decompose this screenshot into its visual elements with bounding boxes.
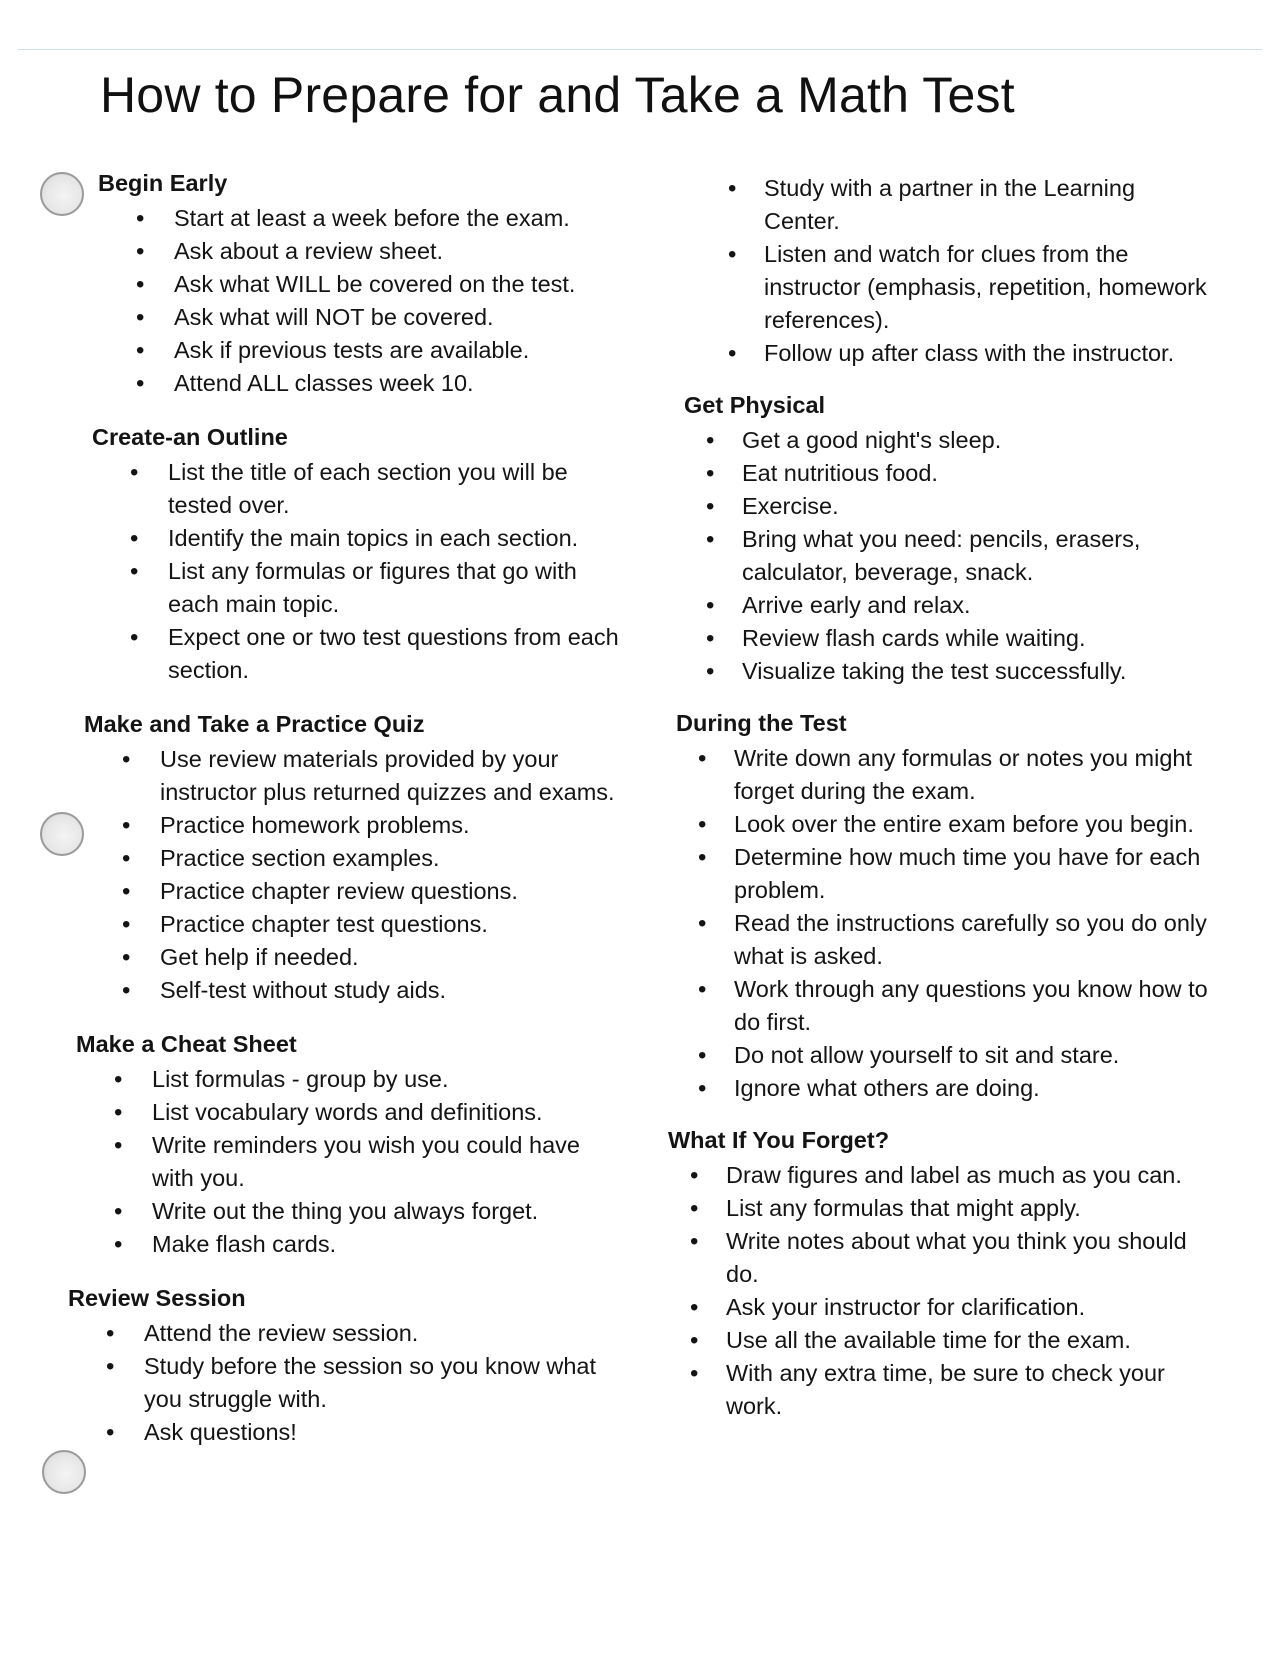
section-heading: Begin Early [98,170,228,196]
list-item: • Attend ALL classes week 10. [98,367,628,400]
list-item: • Practice chapter review questions. [84,875,628,908]
section-heading: During the Test [676,710,847,736]
section-create-an-outline [68,422,628,687]
list-item: • Arrive early and relax. [684,589,1213,622]
list-item: • Ask what will NOT be covered. [98,301,628,334]
list-item: • Self-test without study aids. [84,974,628,1007]
list-item: • Make flash cards. [76,1228,628,1261]
list-item: • Work through any questions you know how to do first. [676,973,1213,1039]
list-item: • Follow up after class with the instructor. [706,337,1213,370]
item-list [684,424,1213,688]
list-item: • List vocabulary words and definitions. [76,1096,628,1129]
section-practice-quiz [68,709,628,1007]
list-item: • Expect one or two test questions from each section. [92,621,628,687]
list-item: • Write reminders you wish you could have with you. [76,1129,628,1195]
list-item: • Listen and watch for clues from the instructor (emphasis, repetition, homework references). [706,238,1213,337]
list-item: • Write down any formulas or notes you might forget during the exam. [676,742,1213,808]
item-list [98,202,628,400]
list-item: • With any extra time, be sure to check your work. [668,1357,1213,1423]
item-list [92,456,628,687]
list-item: • Get a good night's sleep. [684,424,1213,457]
list-item: • Practice section examples. [84,842,628,875]
list-item: • Review flash cards while waiting. [684,622,1213,655]
section-heading: What If You Forget? [668,1127,890,1153]
list-item: • Practice homework problems. [84,809,628,842]
list-item: • Use review materials provided by your instructor plus returned quizzes and exams. [84,743,628,809]
list-item: • Do not allow yourself to sit and stare. [676,1039,1213,1072]
section-get-physical [668,390,1213,688]
right-column [668,172,1213,1423]
list-item: • Ask questions! [68,1416,628,1449]
item-list [76,1063,628,1261]
list-item: • Ignore what others are doing. [676,1072,1213,1105]
list-item: • Read the instructions carefully so you do only what is asked. [676,907,1213,973]
list-item: • Identify the main topics in each section. [92,522,628,555]
page-title: How to Prepare for and Take a Math Test [100,67,1015,123]
list-item: • Study before the session so you know what you struggle with. [68,1350,628,1416]
section-cheat-sheet [68,1029,628,1261]
list-item: • List any formulas or figures that go with each main topic. [92,555,628,621]
section-begin-early [68,168,628,400]
list-item: • Write notes about what you think you should do. [668,1225,1213,1291]
list-item: • Use all the available time for the exam. [668,1324,1213,1357]
list-item: • List formulas - group by use. [76,1063,628,1096]
section-heading: Make and Take a Practice Quiz [84,711,425,737]
section-heading: Get Physical [684,392,826,418]
list-item: • Bring what you need: pencils, erasers, calculator, beverage, snack. [684,523,1213,589]
section-heading: Review Session [68,1285,246,1311]
section-review-session [68,1283,628,1449]
list-item: • Eat nutritious food. [684,457,1213,490]
item-list [676,742,1213,1105]
list-item: • Practice chapter test questions. [84,908,628,941]
punch-hole-bottom [42,1450,86,1494]
section-review-session-continued [668,172,1213,370]
left-column [68,168,628,1449]
list-item: • List the title of each section you will be tested over. [92,456,628,522]
item-list [668,1159,1213,1423]
list-item: • Visualize taking the test successfully. [684,655,1213,688]
item-list [84,743,628,1007]
list-item: • List any formulas that might apply. [668,1192,1213,1225]
list-item: • Ask if previous tests are available. [98,334,628,367]
item-list [68,1317,628,1449]
section-what-if-you-forget [668,1125,1213,1423]
list-item: • Ask about a review sheet. [98,235,628,268]
top-rule [18,49,1262,50]
list-item: • Attend the review session. [68,1317,628,1350]
list-item: • Start at least a week before the exam. [98,202,628,235]
list-item: • Draw figures and label as much as you can. [668,1159,1213,1192]
section-during-the-test [668,708,1213,1105]
list-item: • Exercise. [684,490,1213,523]
section-heading: Create-an Outline [92,424,288,450]
list-item: • Ask your instructor for clarification. [668,1291,1213,1324]
section-heading: Make a Cheat Sheet [76,1031,297,1057]
item-list [706,172,1213,370]
list-item: • Look over the entire exam before you begin. [676,808,1213,841]
list-item: • Write out the thing you always forget. [76,1195,628,1228]
list-item: • Ask what WILL be covered on the test. [98,268,628,301]
list-item: • Study with a partner in the Learning Center. [706,172,1213,238]
list-item: • Determine how much time you have for each problem. [676,841,1213,907]
list-item: • Get help if needed. [84,941,628,974]
